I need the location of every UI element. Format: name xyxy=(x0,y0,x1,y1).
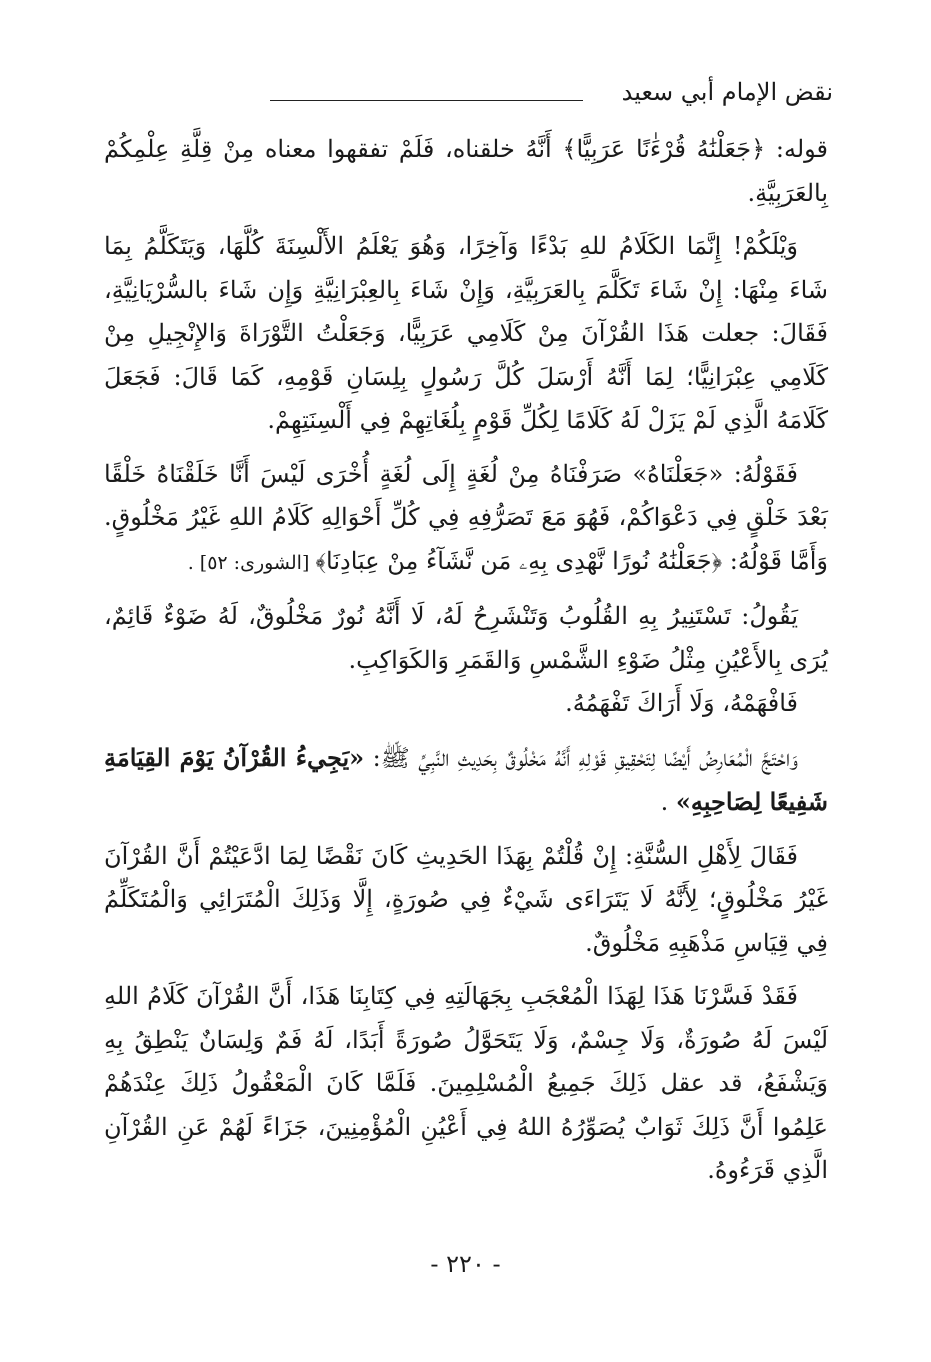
paragraph xyxy=(104,128,828,215)
paragraph xyxy=(104,225,828,443)
quran-verse: ﴿جَعَلْنَٰهُ قُرْءَٰنًا عَرَبِيًّا﴾ xyxy=(562,135,766,163)
paragraph xyxy=(104,835,828,966)
text-segment: فَقَوْلُهُ: «جَعَلْنَاهُ» صَرَفْنَاهُ مِنْ لُغَةٍ إِلَى لُغَةٍ أُخْرَى لَيْسَ أَنَّا خَلَقْنَاهُ خَلْقًا بَعْدَ خَلْقٍ فِي دَعْوَاكُمْ، فَهُوَ مَعَ تَصَرُّفِهِ فِي كُلِّ أَحْوَالِهِ كَلَامُ اللهِ غَيْرُ مَخْلُوقٍ. وَأَمَّا قَوْلُهُ: xyxy=(104,459,828,575)
paragraph xyxy=(104,682,828,726)
verse-reference: [الشورى: ٥٢] . xyxy=(187,551,316,574)
main-text xyxy=(104,128,828,1193)
page-number: - ٢٢٠ - xyxy=(430,1250,501,1278)
paragraph xyxy=(104,736,828,825)
text-segment: قوله: xyxy=(765,135,829,163)
paragraph xyxy=(104,595,828,682)
text-segment: فَافْهَمْهُ، وَلَا أَرَاكَ تَفْهَمُهُ. xyxy=(565,689,798,717)
text-segment: . xyxy=(660,788,676,816)
text-segment: أَنَّهُ خلقناه، فَلَمْ تفقهوا معناه مِنْ قِلَّةِ عِلْمِكُمْ بِالعَرَبِيَّةِ. xyxy=(104,135,828,207)
quran-verse: ﴿جَعَلْنَٰهُ نُورًا نَّهْدِى بِهِۦ مَن نَّشَآءُ مِنْ عِبَادِنَا﴾ xyxy=(315,546,723,575)
text-segment: يَقُولُ: تَسْتَنِيرُ بِهِ القُلُوبُ وَتَنْشَرِحُ لَهُ، لَا أَنَّهُ نُورٌ مَخْلُوقٌ، لَهُ ضَوْءٌ قَائِمٌ، يُرَى بِالأَعْيُنِ مِثْلُ ضَوْءِ الشَّمْسِ وَالقَمَرِ وَالكَوَاكِبِ. xyxy=(104,602,828,674)
running-header xyxy=(270,78,833,118)
paragraph xyxy=(104,453,828,586)
text-segment: فَقَالَ لِأَهْلِ السُّنَّةِ: إِنْ قُلْتُمْ بِهَذَا الحَدِيثِ كَانَ نَقْضًا لِمَا ادَّعَيْتُمْ أَنَّ القُرْآنَ غَيْرُ مَخْلُوقٍ؛ لِأَنَّهُ لَا يَتَرَاءَى شَيْءٌ فِي صُورَةٍ، إِلَّا وَذَلِكَ الْمُتَرَائِي وَالْمُتَكَلِّمُ فِي قِيَاسِ مَذْهَبِهِ مَخْلُوقٌ. xyxy=(104,841,828,957)
header-rule xyxy=(270,100,583,101)
hadith-text: «يَجِيءُ القُرْآنُ يَوْمَ القِيَامَةِ شَفِيعًا لِصَاحِبِهِ» xyxy=(104,742,828,816)
text-segment: وَيْلَكُمْ! إِنَّمَا الكَلَامُ للهِ بَدْءًا وَآخِرًا، وَهُوَ يَعْلَمُ الأَلْسِنَةَ كُلَّهَا، وَيَتَكَلَّمُ بِمَا شَاءَ مِنْهَا: إِنْ شَاءَ تَكَلَّمَ بِالعَرَبِيَّةِ، وَإِنْ شَاءَ بِالعِبْرَانِيَّةِ وَإِن شَاءَ بالسُّرْيَانِيَّةِ، فَقَالَ: جعلت هَذَا القُرْآنَ مِنْ كَلَامِي عَرَبِيًّا، وَجَعَلْتُ التَّوْرَاةَ وَالإِنْجِيلِ مِنْ كَلَامِي عِبْرَانِيًّا؛ لِمَا أَنَّهُ أَرْسَلَ كُلَّ رَسُولٍ بِلِسَانِ قَوْمِهِ، كَمَا قَالَ: فَجَعَلَ كَلَامَهُ الَّذِي لَمْ يَزَلْ لَهُ كَلَامًا لِكُلِّ قَوْمٍ بِلُغَاتِهِمْ فِي أَلْسِنَتِهِمْ. xyxy=(104,232,828,434)
book-title: نقض الإمام أبي سعيد xyxy=(621,78,833,106)
text-segment: وَاحْتَجَّ الْمُعَارِضُ أَيْضًا لِتَحْقِيقِ قَوْلِهِ أَنَّهُ مَخْلُوقٌ بِحَدِيثِ النَّبِيِّ ﷺ: xyxy=(364,743,798,772)
text-segment: فَقَدْ فَسَّرْنَا هَذَا لِهَذَا الْمُعْجَبِ بِجَهَالَتِهِ فِي كِتَابِنَا هَذَا، أَنَّ القُرْآنَ كَلَامُ اللهِ لَيْسَ لَهُ صُورَةٌ، وَلَا جِسْمٌ، وَلَا يَتَحَوَّلُ صُورَةً أَبَدًا، لَهُ فَمٌ وَلِسَانٌ يَنْطِقُ بِهِ وَيَشْفَعُ، قد عقل ذَلِكَ جَمِيعُ الْمُسْلِمِينَ. فَلَمَّا كَانَ الْمَعْقُولُ ذَلِكَ عِنْدَهُمْ عَلِمُوا أَنَّ ذَلِكَ ثَوَابٌ يُصَوِّرُهُ اللهُ فِي أَعْيُنِ الْمُؤْمِنِينَ، جَزَاءً لَهُمْ عَنِ القُرْآنِ الَّذِي قَرَءُوهُ. xyxy=(104,982,828,1184)
paragraph xyxy=(104,975,828,1193)
